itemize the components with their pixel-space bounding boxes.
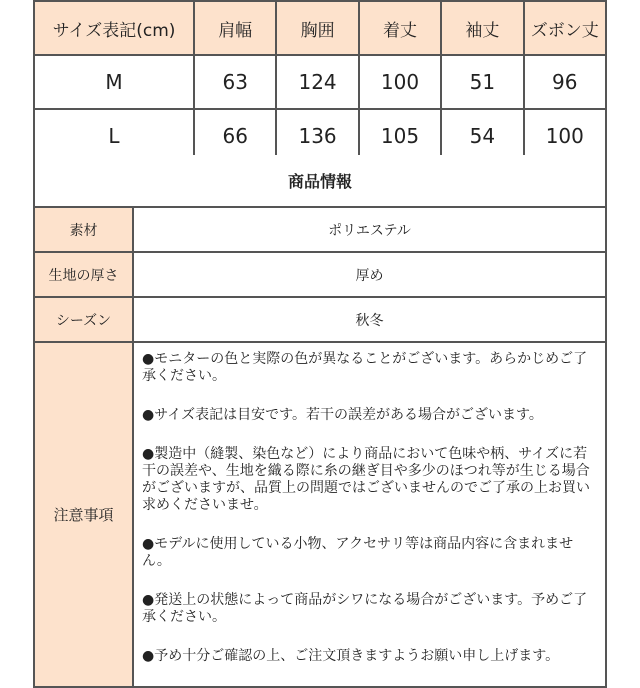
size-cell: 105 <box>359 109 441 163</box>
size-cell: 96 <box>524 55 606 109</box>
size-header-cell: サイズ表記(cm) <box>34 1 194 55</box>
size-cell: 51 <box>441 55 523 109</box>
notes-cell <box>133 342 606 687</box>
table-row <box>34 252 606 297</box>
size-cell: L <box>34 109 194 163</box>
size-cell: 66 <box>194 109 276 163</box>
size-header-cell: 袖丈 <box>441 1 523 55</box>
size-cell: 100 <box>359 55 441 109</box>
note-item: ●予め十分ご確認の上、ご注文頂きますようお願い申し上げます。 <box>142 648 560 664</box>
size-table <box>33 0 607 164</box>
table-row <box>34 55 606 109</box>
table-row <box>34 297 606 342</box>
note-item: ●サイズ表記は目安です。若干の誤差がある場合がございます。 <box>142 407 543 423</box>
size-cell: 63 <box>194 55 276 109</box>
table-row <box>34 342 606 687</box>
size-cell: M <box>34 55 194 109</box>
size-cell: 136 <box>276 109 358 163</box>
notes-label: 注意事項 <box>34 342 133 687</box>
note-item: ●発送上の状態によって商品がシワになる場合がございます。予めご了承ください。 <box>142 592 588 625</box>
note-item: ●モニターの色と実際の色が異なることがございます。あらかじめご了承ください。 <box>142 351 588 384</box>
info-value: 厚め <box>133 252 606 297</box>
size-cell: 124 <box>276 55 358 109</box>
note-item: ●モデルに使用している小物、アクセサリ等は商品内容に含まれません。 <box>142 536 574 569</box>
product-info-table <box>33 206 607 688</box>
info-label: 生地の厚さ <box>34 252 133 297</box>
size-header-cell: 胸囲 <box>276 1 358 55</box>
info-value: ポリエステル <box>133 207 606 252</box>
size-header-cell: ズボン丈 <box>524 1 606 55</box>
table-row <box>34 207 606 252</box>
info-label: シーズン <box>34 297 133 342</box>
size-table-header <box>34 1 606 55</box>
info-label: 素材 <box>34 207 133 252</box>
size-cell: 54 <box>441 109 523 163</box>
size-header-cell: 肩幅 <box>194 1 276 55</box>
info-value: 秋冬 <box>133 297 606 342</box>
size-header-cell: 着丈 <box>359 1 441 55</box>
product-info-title: 商品情報 <box>33 155 607 208</box>
note-item: ●製造中（縫製、染色など）により商品において色味や柄、サイズに若干の誤差や、生地を織る際に糸の継ぎ目や多少のほつれ等が生じる場合がございますが、品質上の問題ではございませんのでご了承の上お買い求めくださいませ。 <box>142 446 590 513</box>
size-cell: 100 <box>524 109 606 163</box>
